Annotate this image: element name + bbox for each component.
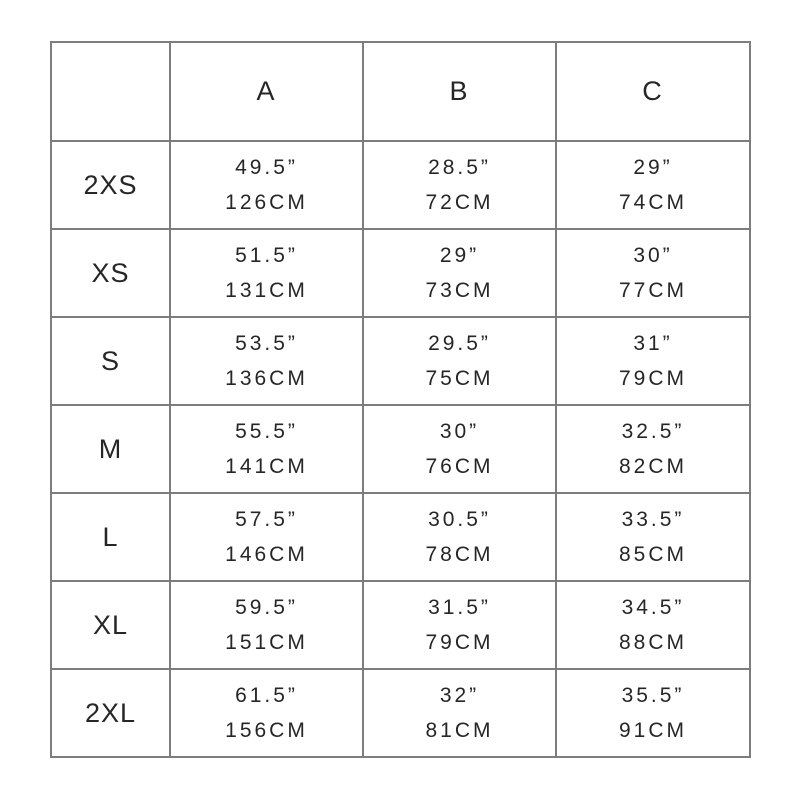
size-chart [50,41,751,758]
cell-cm: 82CM [618,455,688,478]
table-row-xs [51,229,750,317]
table-row-l [51,493,750,581]
header-row [51,42,750,141]
cell-cm: 73CM [425,279,494,302]
cell-cm: 79CM [618,367,688,390]
size-chart-table [50,41,751,758]
cell-cm: 85CM [618,543,688,566]
cell-inches: 32” [439,684,480,707]
measurement-cell-2xl-c [556,669,750,757]
cell-cm: 76CM [425,455,494,478]
cell-inches: 33.5” [621,508,685,531]
cell-inches: 29.5” [428,332,491,355]
cell-cm: 91CM [618,719,688,742]
cell-cm: 77CM [618,279,688,302]
corner-cell [51,42,170,141]
cell-cm: 131CM [225,279,308,302]
cell-inches: 55.5” [235,420,298,443]
measurement-cell-m-b [363,405,556,493]
cell-inches: 30” [633,244,673,267]
cell-inches: 32.5” [621,420,685,443]
cell-inches: 30.5” [428,508,491,531]
measurement-cell-2xl-b [363,669,556,757]
cell-inches: 59.5” [235,596,298,619]
cell-inches: 29” [633,156,673,179]
row-header-l: L [51,493,170,581]
cell-inches: 35.5” [621,684,685,707]
measurement-cell-xl-b [363,581,556,669]
cell-inches: 29” [439,244,480,267]
measurement-cell-l-c [556,493,750,581]
cell-cm: 72CM [425,191,494,214]
cell-cm: 126CM [225,191,308,214]
row-header-2xl: 2XL [51,669,170,757]
row-header-m: M [51,405,170,493]
cell-inches: 31.5” [428,596,491,619]
cell-inches: 49.5” [235,156,298,179]
cell-inches: 57.5” [235,508,298,531]
measurement-cell-m-a [170,405,363,493]
measurement-cell-m-c [556,405,750,493]
cell-cm: 79CM [425,631,494,654]
table-row-xl [51,581,750,669]
row-header-2xs: 2XS [51,141,170,229]
cell-inches: 31” [633,332,673,355]
measurement-cell-xl-c [556,581,750,669]
measurement-cell-l-b [363,493,556,581]
row-header-s: S [51,317,170,405]
table-row-m [51,405,750,493]
measurement-cell-2xs-b [363,141,556,229]
cell-cm: 81CM [425,719,494,742]
row-header-xl: XL [51,581,170,669]
measurement-cell-2xs-c [556,141,750,229]
table-row-2xs [51,141,750,229]
table-row-s [51,317,750,405]
cell-cm: 151CM [225,631,308,654]
table-row-2xl [51,669,750,757]
size-chart-body [51,141,750,757]
size-chart-header [51,42,750,141]
cell-cm: 146CM [225,543,308,566]
cell-cm: 88CM [618,631,688,654]
cell-cm: 75CM [425,367,494,390]
measurement-cell-s-c [556,317,750,405]
cell-inches: 30” [439,420,480,443]
measurement-cell-xs-a [170,229,363,317]
cell-inches: 53.5” [235,332,298,355]
cell-cm: 74CM [618,191,688,214]
cell-cm: 136CM [225,367,308,390]
measurement-cell-xl-a [170,581,363,669]
column-header-b: B [363,42,556,141]
measurement-cell-xs-b [363,229,556,317]
column-header-c: C [556,42,750,141]
row-header-xs: XS [51,229,170,317]
measurement-cell-2xs-a [170,141,363,229]
measurement-cell-2xl-a [170,669,363,757]
cell-inches: 51.5” [235,244,298,267]
cell-cm: 156CM [225,719,308,742]
cell-inches: 28.5” [428,156,491,179]
column-header-a: A [170,42,363,141]
measurement-cell-s-a [170,317,363,405]
measurement-cell-l-a [170,493,363,581]
cell-inches: 61.5” [235,684,298,707]
measurement-cell-xs-c [556,229,750,317]
cell-cm: 78CM [425,543,494,566]
measurement-cell-s-b [363,317,556,405]
cell-inches: 34.5” [621,596,685,619]
cell-cm: 141CM [225,455,308,478]
